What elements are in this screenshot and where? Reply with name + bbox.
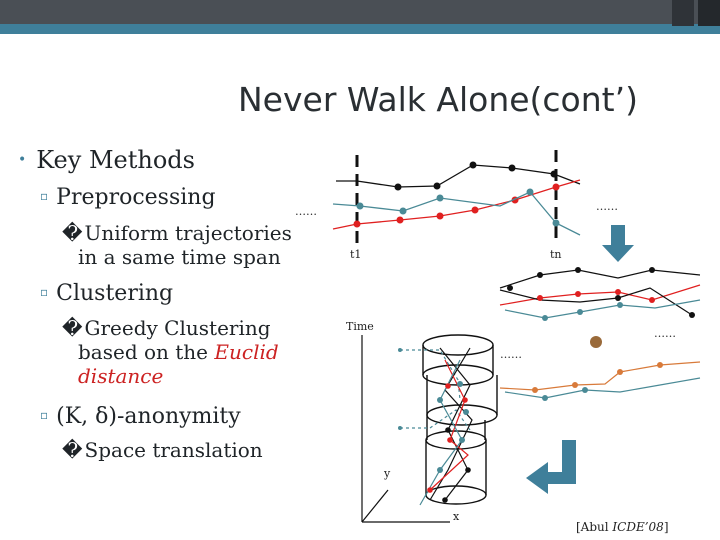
item-text: Greedy Clustering [84, 316, 271, 340]
arrow-down-icon [602, 225, 634, 262]
item-text: Space translation [84, 438, 263, 462]
sub-bullet-square-icon: ▫ [40, 189, 49, 203]
sub-bullet-text: (K, δ)-anonymity [56, 404, 241, 429]
item-text: Uniform trajectories [84, 221, 292, 245]
item-text-emphasis: Euclid [214, 340, 279, 364]
trajectory-black [336, 165, 580, 187]
reference-text: [Abul [576, 520, 613, 534]
sub-bullet-square-icon: ▫ [40, 408, 49, 422]
bullet-dot-icon: • [18, 152, 27, 168]
label-tn: tn [550, 248, 562, 261]
axis-y [362, 490, 388, 522]
sub-bullet-text: Preprocessing [56, 185, 216, 210]
label-x: x [453, 510, 460, 523]
sub-bullet-text: Clustering [56, 281, 174, 306]
slide-title: Never Walk Alone(cont’) [238, 80, 638, 119]
ellipsis-label: …… [500, 348, 522, 361]
item-text-emphasis: distance [78, 364, 164, 388]
label-y: y [384, 467, 391, 480]
ellipsis-label: …… [596, 200, 618, 213]
sub-bullet-square-icon: ▫ [40, 285, 49, 299]
ellipsis-label: …… [295, 205, 317, 218]
item-mark: � [62, 316, 83, 340]
trajectory-red [333, 180, 580, 229]
arrow-return-icon [526, 440, 576, 494]
clustered-trajectories [500, 267, 700, 401]
item-mark: � [62, 438, 83, 462]
ellipsis-label: …… [654, 327, 676, 340]
item-mark: � [62, 221, 83, 245]
preprocessing-diagram [295, 150, 618, 261]
reference-text: ] [663, 520, 669, 534]
item-text: in a same time span [78, 245, 281, 269]
label-t1: t1 [350, 248, 362, 261]
cylinder-diagram [346, 320, 497, 523]
item-text: based on the [78, 340, 215, 364]
bullet-text: Key Methods [36, 146, 195, 174]
reference-emphasis: ICDE’08 [612, 520, 664, 534]
label-time: Time [346, 320, 374, 333]
